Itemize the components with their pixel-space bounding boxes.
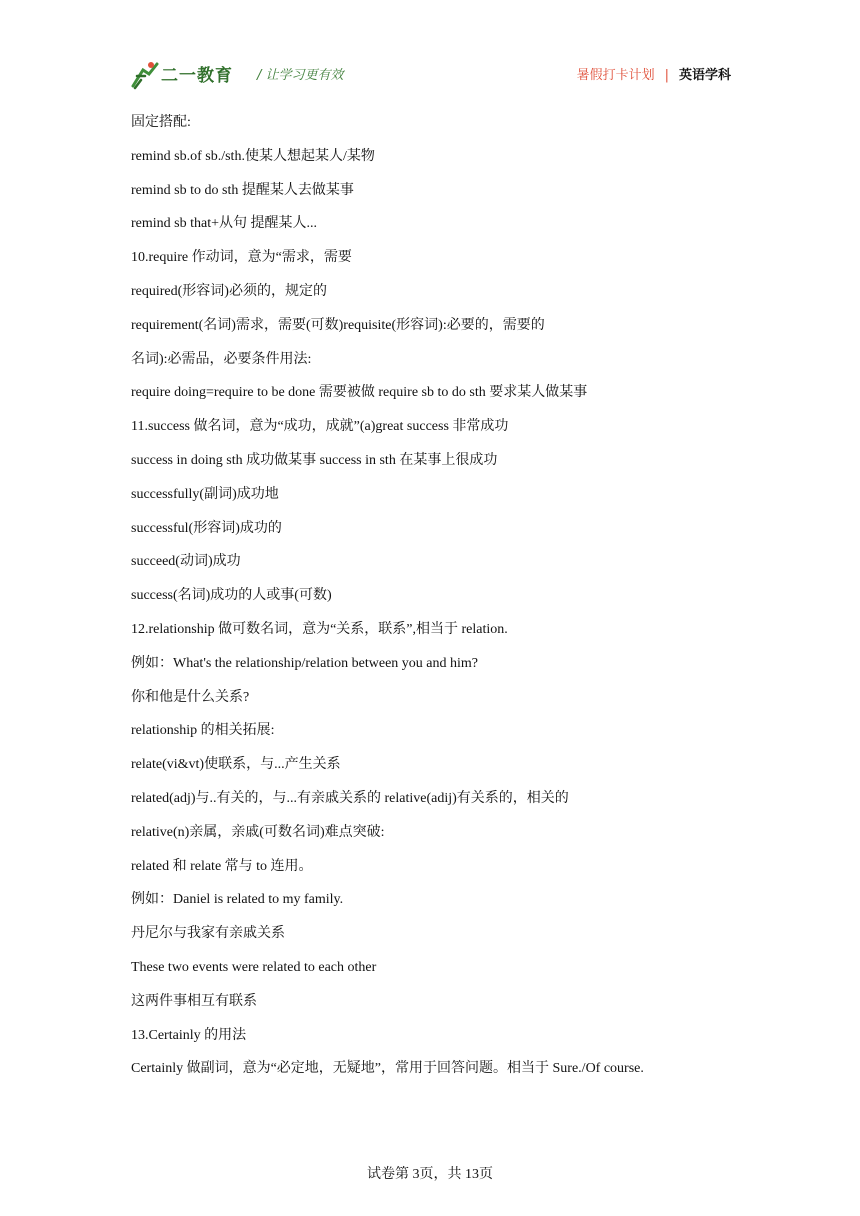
header-tags (577, 64, 731, 83)
text-line: These two events were related to each other (131, 959, 377, 975)
page-header (131, 58, 731, 92)
text-line: successful(形容词)成功的 (131, 520, 282, 536)
text-line: 10.require 作动词，意为“需求，需要 (131, 250, 352, 266)
text-line: succeed(动词)成功 (131, 554, 241, 570)
text-line: relate(vi&vt)使联系，与...产生关系 (131, 757, 341, 773)
text-line: remind sb that+从句 提醒某人... (131, 216, 317, 232)
text-line: requirement(名词)需求，需要(可数)requisite(形容词):必要的，需要的 (131, 317, 545, 333)
text-line: related(adj)与..有关的，与...有亲戚关系的 relative(adij)有关系的，相关的 (131, 790, 569, 806)
text-line: success in doing sth 成功做某事 success in sth 在某事上很成功 (131, 452, 498, 468)
text-line: 固定搭配: (131, 115, 191, 130)
text-line: relationship 的相关拓展: (131, 723, 275, 739)
text-line: relative(n)亲属，亲戚(可数名词)难点突破: (131, 824, 385, 840)
text-line: 名词):必需品，必要条件用法: (131, 351, 312, 367)
text-line: require doing=require to be done 需要被做 require sb to do sth 要求某人做某事 (131, 385, 588, 401)
text-line: 例如：Daniel is related to my family. (131, 892, 344, 908)
text-line: 例如：What's the relationship/relation between you and him? (131, 655, 478, 671)
text-line: remind sb.of sb./sth.使某人想起某人/某物 (131, 148, 375, 164)
text-line: 12.relationship 做可数名词，意为“关系，联系”,相当于 relation. (131, 621, 508, 637)
text-line: success(名词)成功的人或事(可数) (131, 588, 332, 604)
page-footer: 试卷第 3页，共 13页 (367, 1167, 493, 1182)
text-line: 13.Certainly 的用法 (131, 1027, 247, 1043)
text-line: 11.success 做名词，意为“成功，成就”(a)great success 非常成功 (131, 419, 509, 435)
plan-label: 暑假打卡计划 (576, 68, 655, 83)
text-line: Certainly 做副词，意为“必定地，无疑地”，常用于回答问题。相当于 Sure./Of course. (131, 1061, 644, 1077)
subject-label: 英语学科 (678, 68, 731, 83)
document-body (131, 113, 731, 1093)
text-line: 这两件事相互有联系 (131, 993, 257, 1009)
text-line: related 和 relate 常与 to 连用。 (131, 858, 313, 874)
slogan: / 让学习更有效 (257, 68, 344, 83)
text-line: successfully(副词)成功地 (131, 486, 279, 502)
header-divider: | (664, 68, 669, 83)
text-line: 丹尼尔与我家有亲戚关系 (131, 926, 285, 942)
text-line: required(形容词)必须的，规定的 (131, 283, 327, 299)
logo-text: 二一教育 (161, 66, 233, 86)
text-line: remind sb to do sth 提醒某人去做某事 (131, 182, 354, 198)
text-line: 你和他是什么关系? (131, 689, 250, 705)
